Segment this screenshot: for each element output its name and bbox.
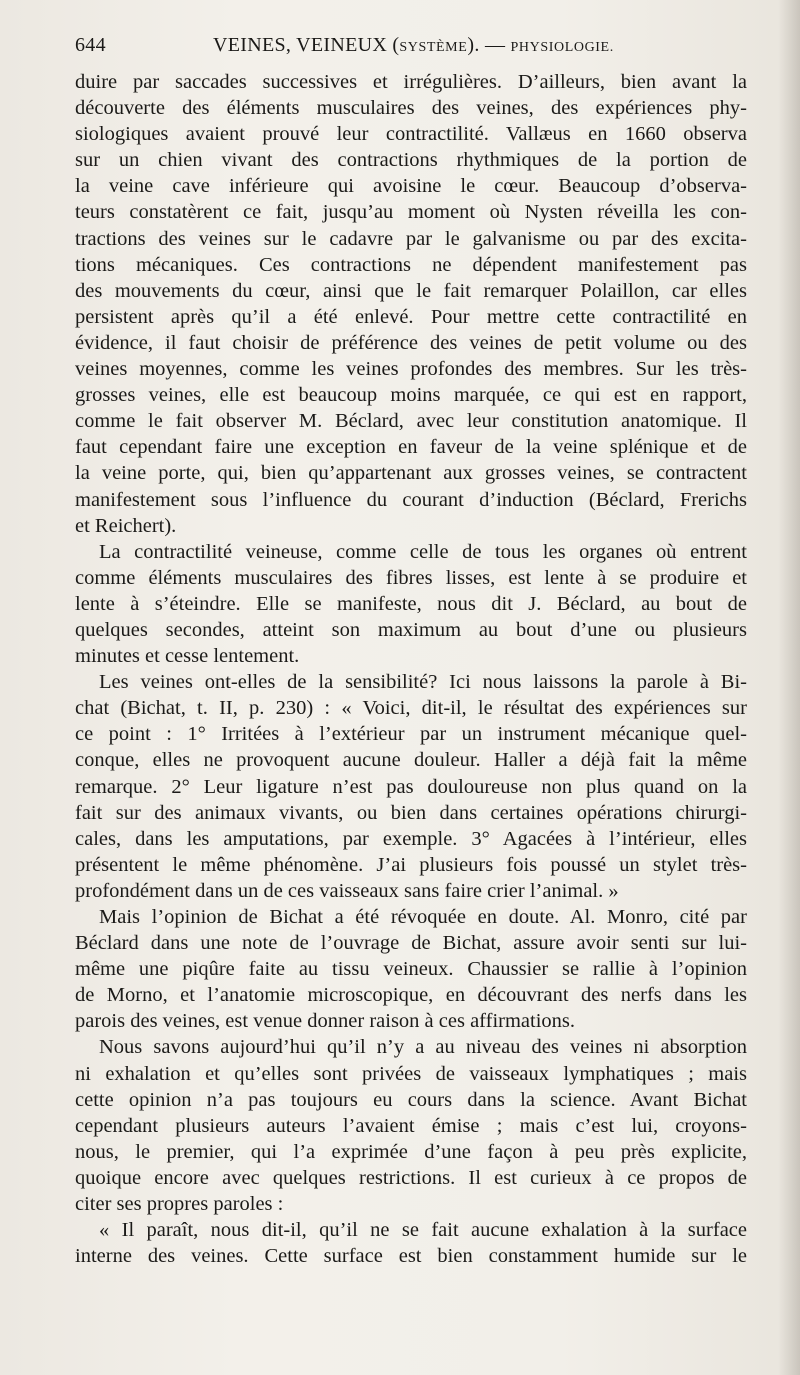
text-line: Mais l’opinion de Bichat a été révoquée en doute. Al. Monro, cité par <box>99 906 747 928</box>
text-line: Béclard dans une note de l’ouvrage de Bichat, assure avoir senti sur lui- <box>75 932 747 955</box>
text-line: chat (Bichat, t. II, p. 230) : « Voici, dit-il, le résultat des expériences sur <box>75 697 747 720</box>
text-line: comme le fait observer M. Béclard, avec leur constitution anatomique. Il <box>75 410 747 433</box>
text-line: même une piqûre faite au tissu veineux. Chaussier se rallie à l’opinion <box>75 958 747 981</box>
title-dash: — <box>479 34 511 56</box>
text-line: manifestement sous l’influence du courant d’induction (Béclard, Frerichs <box>75 488 747 511</box>
text-line: conque, elles ne provoquent aucune douleur. Haller a déjà fait la même <box>75 749 747 772</box>
running-header <box>75 34 747 60</box>
text-line: ce point : 1° Irritées à l’extérieur par un instrument mécanique quel- <box>75 723 747 746</box>
running-title <box>213 34 614 57</box>
text-line: présentent le même phénomène. J’ai plusieurs fois poussé un stylet très- <box>75 853 747 876</box>
text-line: ni exhalation et qu’elles sont privées de vaisseaux lymphatiques ; mais <box>75 1062 747 1085</box>
title-main: VEINES, VEINEUX ( <box>213 34 400 56</box>
text-line: Nous savons aujourd’hui qu’il n’y a au niveau des veines ni absorption <box>99 1036 747 1059</box>
text-line: la veine cave inférieure qui avoisine le cœur. Beaucoup d’observa- <box>75 175 747 198</box>
text-line: cales, dans les amputations, par exemple. 3° Agacées à l’intérieur, elles <box>75 827 747 850</box>
text-line: duire par saccades successives et irrégulières. D’ailleurs, bien avant la <box>75 71 747 93</box>
text-line: cependant plusieurs auteurs l’avaient émise ; mais c’est lui, croyons- <box>75 1114 747 1137</box>
title-small-caps: SYSTÈME <box>399 40 468 55</box>
section-name: PHYSIOLOGIE. <box>510 40 614 55</box>
text-line: persistent après qu’il a été enlevé. Pour mettre cette contractilité en <box>75 305 747 328</box>
text-line: profondément dans un de ces vaisseaux sans faire crier l’animal. » <box>75 879 619 902</box>
text-line: quoique encore avec quelques restrictions. Il est curieux à ce propos de <box>75 1166 747 1189</box>
text-line: fait sur des animaux vivants, ou bien dans certaines opérations chirurgi- <box>75 801 747 824</box>
text-line: interne des veines. Cette surface est bien constamment humide sur le <box>75 1245 747 1268</box>
text-line: lente à s’éteindre. Elle se manifeste, nous dit J. Béclard, au bout de <box>75 592 747 615</box>
text-line: Les veines ont-elles de la sensibilité? Ici nous laissons la parole à Bi- <box>99 671 747 694</box>
text-line: faut cependant faire une exception en faveur de la veine splénique et de <box>75 436 747 459</box>
text-line: siologiques avaient prouvé leur contractilité. Vallæus en 1660 observa <box>75 123 747 146</box>
text-line: La contractilité veineuse, comme celle de tous les organes où entrent <box>99 540 747 563</box>
text-line: et Reichert). <box>75 514 177 537</box>
text-line: teurs constatèrent ce fait, jusqu’au moment où Nysten réveilla les con- <box>75 201 747 224</box>
text-line: des mouvements du cœur, ainsi que le fait remarquer Polaillon, car elles <box>75 279 747 302</box>
text-line: parois des veines, est venue donner raison à ces affirmations. <box>75 1010 576 1033</box>
text-line: citer ses propres paroles : <box>75 1193 284 1216</box>
text-line: de Morno, et l’anatomie microscopique, en découvrant des nerfs dans les <box>75 984 747 1007</box>
text-line: « Il paraît, nous dit-il, qu’il ne se fait aucune exhalation à la surface <box>99 1219 747 1242</box>
text-line: quelques secondes, atteint son maximum au bout d’une ou plusieurs <box>75 618 747 641</box>
text-line: découverte des éléments musculaires des veines, des expériences phy- <box>75 97 747 120</box>
title-close: ). <box>467 34 480 56</box>
text-line: veines moyennes, comme les veines profondes des membres. Sur les très- <box>75 358 747 381</box>
text-line: remarque. 2° Leur ligature n’est pas douloureuse non plus quand on la <box>75 775 747 798</box>
text-line: sur un chien vivant des contractions rhythmiques de la portion de <box>75 149 747 172</box>
page-edge-shadow <box>778 0 800 1375</box>
text-line: tions mécaniques. Ces contractions ne dépendent manifestement pas <box>75 253 747 276</box>
text-line: évidence, il faut choisir de préférence des veines de petit volume ou des <box>75 331 747 354</box>
text-line: minutes et cesse lentement. <box>75 645 300 668</box>
text-line: cette opinion n’a pas toujours eu cours dans la science. Avant Bichat <box>75 1088 747 1111</box>
body-text <box>75 69 747 1269</box>
text-line: grosses veines, elle est beaucoup moins marquée, ce qui est en rapport, <box>75 384 747 407</box>
page-number: 644 <box>75 34 106 56</box>
text-line: la veine porte, qui, bien qu’appartenant aux grosses veines, se contractent <box>75 462 747 485</box>
text-line: nous, le premier, qui l’a exprimée d’une façon à peu près explicite, <box>75 1140 747 1163</box>
text-line: comme éléments musculaires des fibres lisses, est lente à se produire et <box>75 566 747 589</box>
text-line: tractions des veines sur le cadavre par le galvanisme ou par des excita- <box>75 227 747 250</box>
